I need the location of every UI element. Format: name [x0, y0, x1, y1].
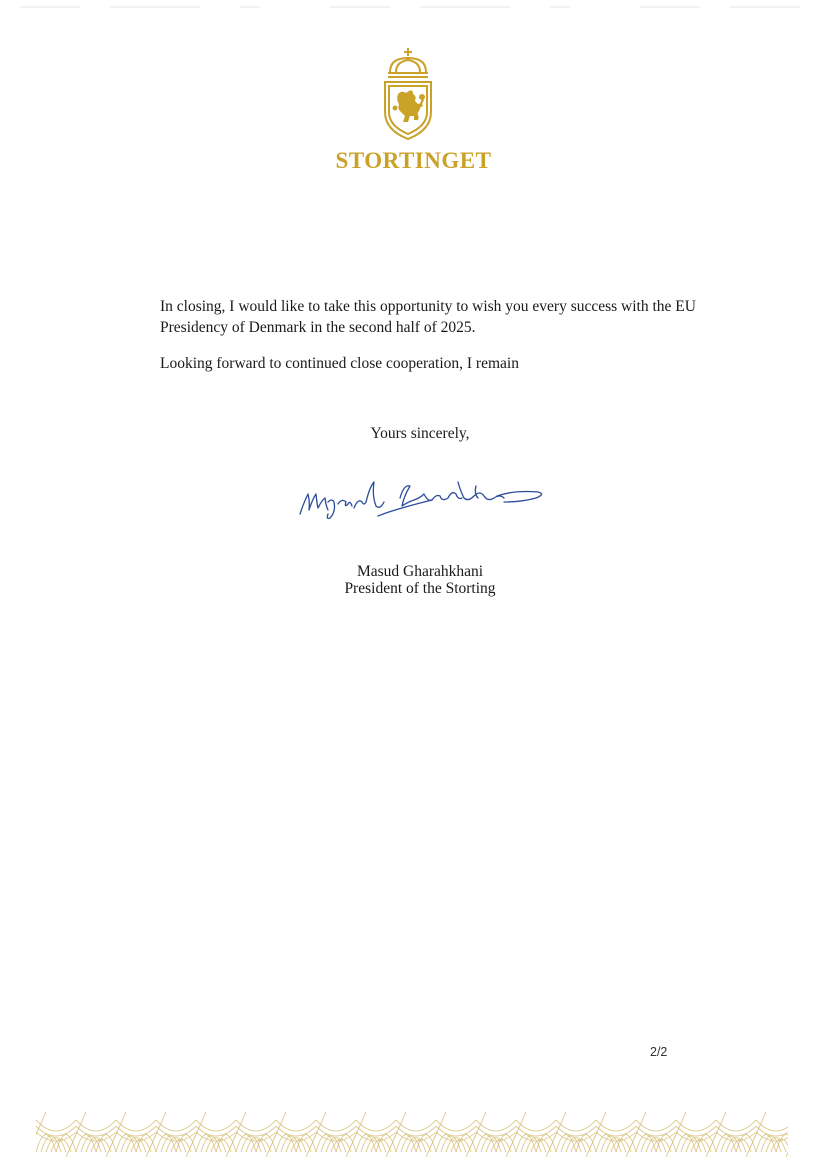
signatory-name: Masud Gharahkhani: [356, 563, 484, 580]
organization-wordmark: STORTINGET: [335, 148, 492, 173]
salutation: Yours sincerely,: [370, 425, 470, 442]
cooperation-paragraph: Looking forward to continued close cooperation, I remain: [160, 355, 519, 372]
stortinget-crest-icon: [382, 46, 434, 144]
signatory-title: President of the Storting: [344, 580, 496, 597]
guilloche-footer-pattern: [36, 1112, 788, 1157]
closing-paragraph: In closing, I would like to take this opportunity to wish you every success with the EU Presidency of Denmark in the second half of 2025.: [160, 298, 696, 336]
handwritten-signature: [292, 472, 550, 522]
scan-edge-decoration: [0, 4, 827, 10]
page-number: 2/2: [650, 1045, 668, 1059]
